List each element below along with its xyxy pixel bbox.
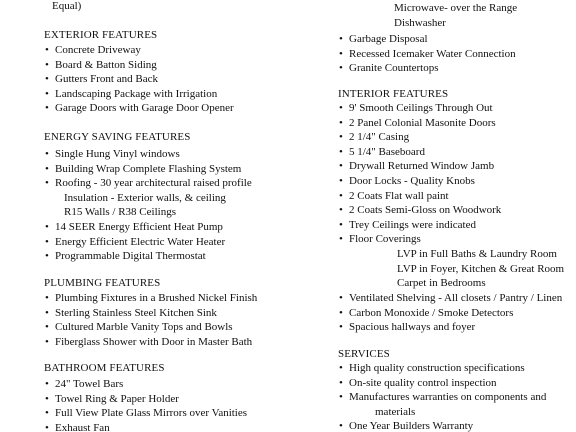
floor-sub-item: LVP in Foyer, Kitchen & Great Room — [397, 262, 565, 275]
list-item: • Sterling Stainless Steel Kitchen Sink — [44, 306, 217, 321]
list-item: • Cultured Marble Vanity Tops and Bowls — [44, 320, 233, 335]
list-item: • On-site quality control inspection — [338, 376, 497, 391]
list-item-continuation: materials — [375, 405, 416, 418]
list-item: • Gutters Front and Back — [44, 72, 158, 87]
energy-heading: ENERGY SAVING FEATURES — [44, 131, 191, 143]
list-item: • Garbage Disposal — [338, 32, 428, 47]
list-item: • Door Locks - Quality Knobs — [338, 174, 475, 189]
list-item: • Board & Batton Siding — [44, 58, 157, 73]
list-item: • Spacious hallways and foyer — [338, 320, 475, 335]
list-item: • 2 Coats Flat wall paint — [338, 189, 449, 204]
list-item: • Drywall Returned Window Jamb — [338, 159, 494, 174]
list-item: • Roofing - 30 year architectural raised profile — [44, 176, 252, 191]
list-item: • High quality construction specifications — [338, 361, 525, 376]
list-item: • 5 1/4" Baseboard — [338, 145, 425, 160]
list-item: • Ventilated Shelving - All closets / Pantry / Linen — [338, 291, 562, 306]
top-fragment-dishwasher: Dishwasher — [394, 17, 446, 29]
bathroom-heading: BATHROOM FEATURES — [44, 362, 165, 374]
list-item: • Garage Doors with Garage Door Opener — [44, 101, 234, 116]
plumbing-heading: PLUMBING FEATURES — [44, 277, 161, 289]
list-item: • 2 1/4" Casing — [338, 130, 409, 145]
list-item: • Exhaust Fan — [44, 421, 110, 432]
insulation-values: R15 Walls / R38 Ceilings — [64, 206, 176, 219]
list-item: • 9' Smooth Ceilings Through Out — [338, 101, 493, 116]
list-item: • 24" Towel Bars — [44, 377, 123, 392]
list-item: • Trey Ceilings were indicated — [338, 218, 476, 233]
top-fragment: Equal) — [52, 0, 82, 12]
list-item: • Fiberglass Shower with Door in Master Bath — [44, 335, 252, 350]
list-item: • Energy Efficient Electric Water Heater — [44, 235, 225, 250]
list-item: • Full View Plate Glass Mirrors over Vanities — [44, 406, 247, 421]
list-item: • One Year Builders Warranty — [338, 419, 473, 432]
floor-sub-item: Carpet in Bedrooms — [397, 277, 486, 290]
list-item: • 14 SEER Energy Efficient Heat Pump — [44, 220, 223, 235]
list-item: • 2 Panel Colonial Masonite Doors — [338, 116, 496, 131]
list-item: • Single Hung Vinyl windows — [44, 147, 180, 162]
list-item: • Towel Ring & Paper Holder — [44, 392, 179, 407]
list-item: • Building Wrap Complete Flashing System — [44, 162, 241, 177]
services-heading: SERVICES — [338, 348, 390, 360]
list-item: • Programmable Digital Thermostat — [44, 249, 206, 264]
list-item: • Concrete Driveway — [44, 43, 141, 58]
top-fragment-microwave: Microwave- over the Range — [394, 2, 518, 14]
list-item: • Carbon Monoxide / Smoke Detectors — [338, 306, 513, 321]
list-item: • Manufactures warranties on components and — [338, 390, 546, 405]
list-item: • Plumbing Fixtures in a Brushed Nickel Finish — [44, 291, 257, 306]
list-item: • Recessed Icemaker Water Connection — [338, 47, 516, 62]
list-item: • Floor Coverings — [338, 232, 421, 247]
interior-heading: INTERIOR FEATURES — [338, 88, 449, 100]
list-item: • 2 Coats Semi-Gloss on Woodwork — [338, 203, 501, 218]
floor-sub-item: LVP in Full Baths & Laundry Room — [397, 248, 557, 260]
insulation-line: Insulation - Exterior walls, & ceiling — [64, 191, 226, 204]
list-item: • Landscaping Package with Irrigation — [44, 87, 217, 102]
exterior-heading: EXTERIOR FEATURES — [44, 29, 158, 41]
list-item: • Granite Countertops — [338, 61, 439, 76]
